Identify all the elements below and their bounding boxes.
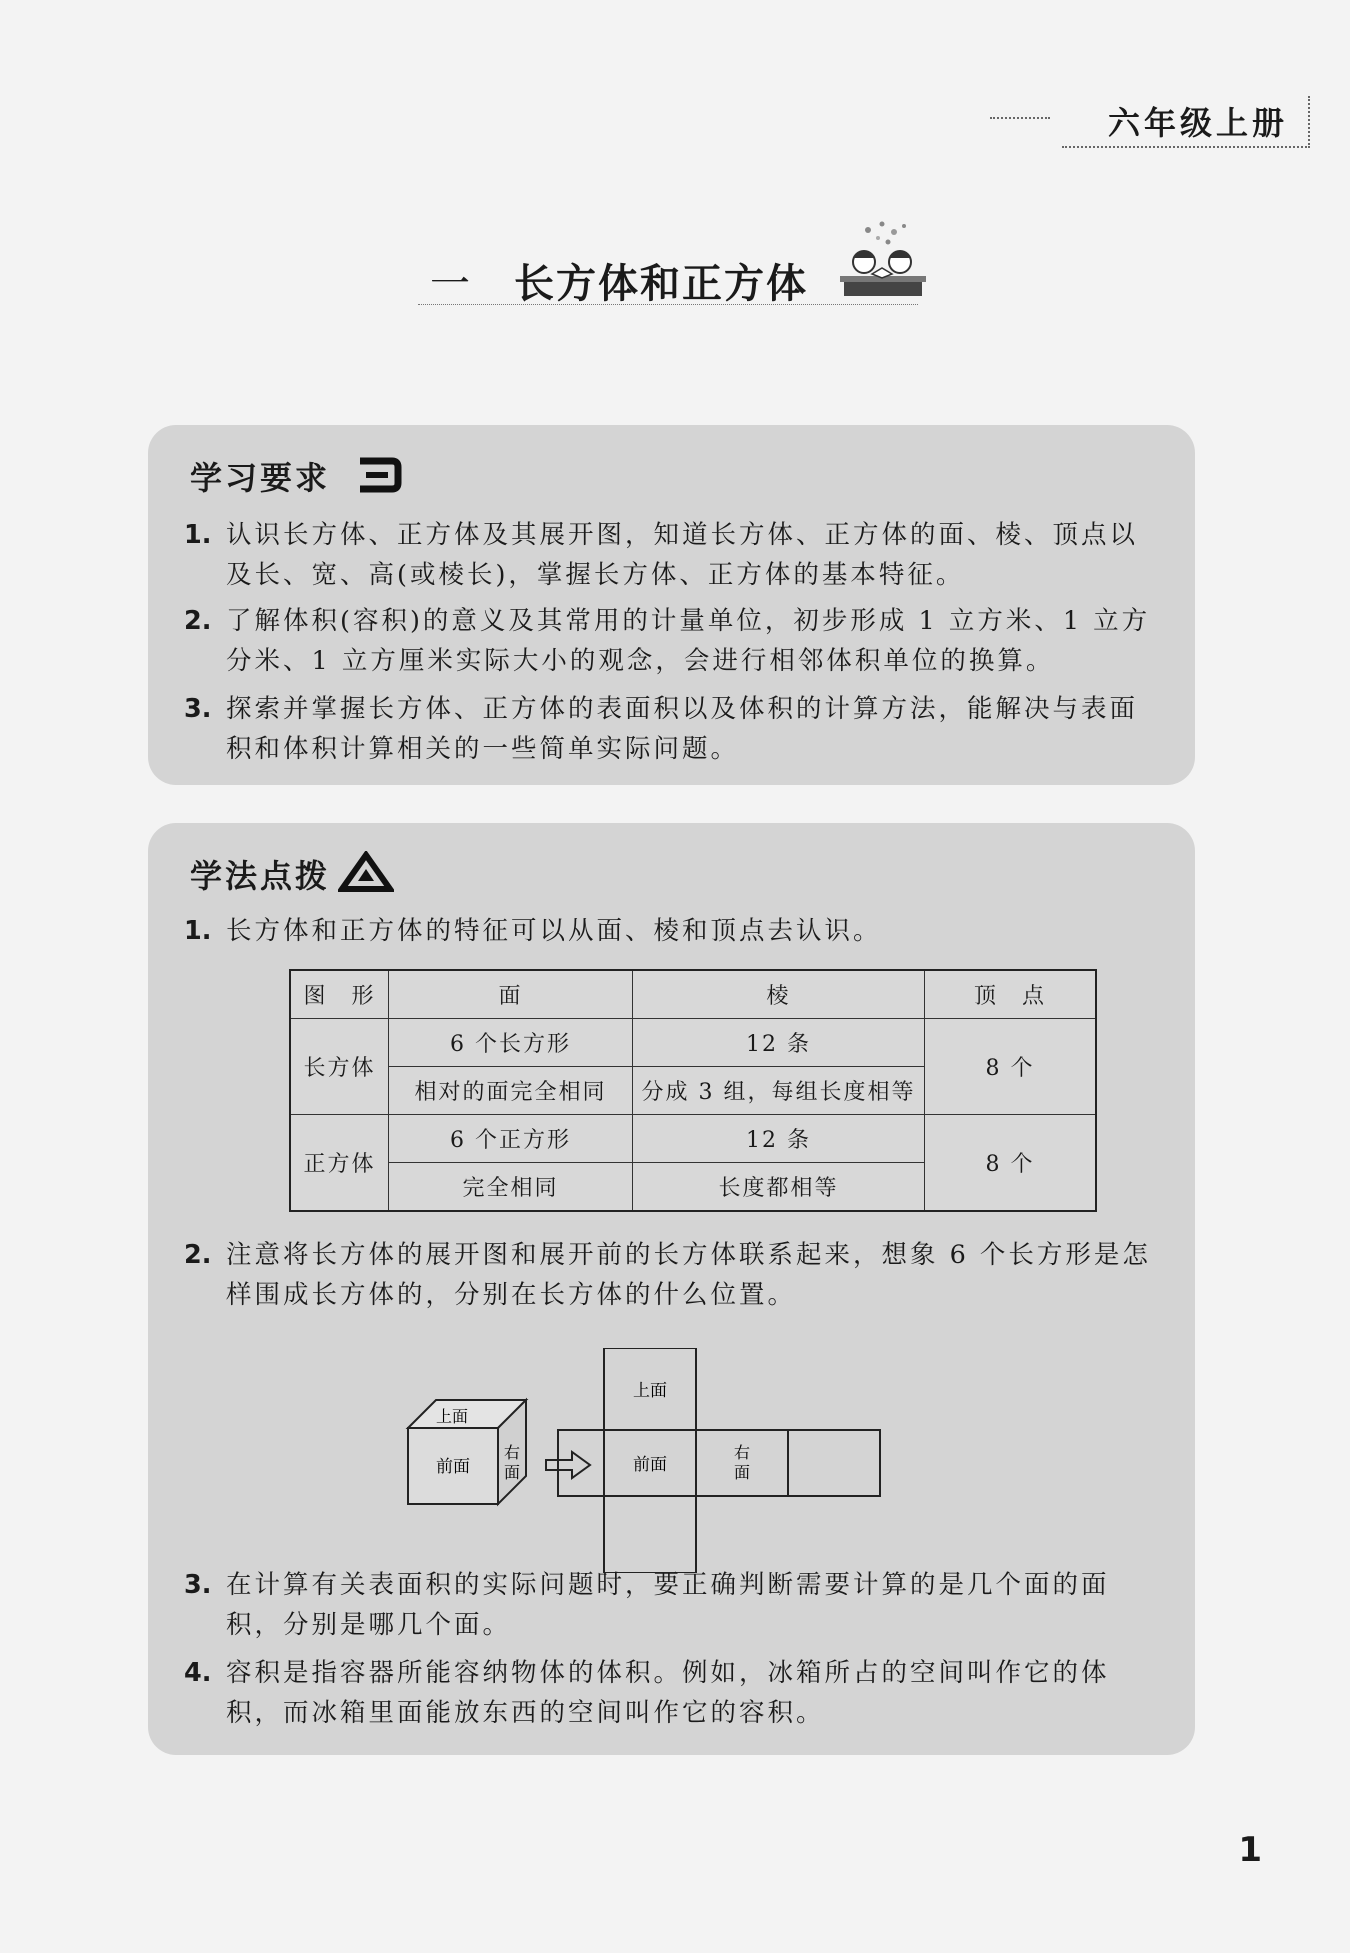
- requirements-heading: 学习要求: [190, 459, 331, 497]
- requirement-item: 3. 探索并掌握长方体、正方体的表面积以及体积的计算方法，能解决与表面积和体积计算相关的一些简单实际问题。: [184, 694, 1139, 764]
- learning-requirements-panel: [148, 425, 1195, 785]
- net-right-label-2: 面: [733, 1463, 751, 1482]
- table-cell: 分成 3 组，每组长度相等: [633, 1067, 925, 1115]
- header-dotted-line: [990, 117, 1050, 119]
- box-front-label: 前面: [436, 1457, 470, 1477]
- table-header: 图 形: [290, 970, 389, 1019]
- net-figure: [558, 1348, 880, 1573]
- table-cell: 6 个长方形: [389, 1019, 633, 1067]
- chapter-title: [430, 252, 808, 309]
- box-top-label: 上面: [435, 1407, 469, 1426]
- table-cell: 12 条: [633, 1115, 925, 1163]
- table-cell: 完全相同: [389, 1163, 633, 1212]
- method-item: 3. 在计算有关表面积的实际问题时，要正确判断需要计算的是几个面的面积，分别是哪几个面。: [184, 1570, 1110, 1640]
- method-item: 4. 容积是指容器所能容纳物体的体积。例如，冰箱所占的空间叫作它的体积，而冰箱里面能放东西的空间叫作它的容积。: [184, 1658, 1110, 1728]
- box-right-label-1: 右: [503, 1443, 521, 1462]
- table-row: [290, 1115, 1096, 1163]
- learning-methods-panel: [148, 823, 1195, 1755]
- method-item: 1. 长方体和正方体的特征可以从面、棱和顶点去认识。: [184, 916, 882, 946]
- table-cell: 长度都相等: [633, 1163, 925, 1212]
- shape-name-cell: 正方体: [290, 1115, 389, 1212]
- table-header: 棱: [633, 970, 925, 1019]
- table-header: 顶 点: [925, 970, 1097, 1019]
- arrow-bracket-icon: [356, 455, 402, 495]
- methods-heading: 学法点拨: [190, 857, 331, 895]
- table-cell: 8 个: [925, 1019, 1097, 1115]
- requirement-item: 2. 了解体积(容积)的意义及其常用的计量单位，初步形成 1 立方米、1 立方分米、1 立方厘米实际大小的观念，会进行相邻体积单位的换算。: [184, 606, 1151, 676]
- grade-label: 六年级上册: [1107, 104, 1288, 142]
- cuboid-net-diagram: [378, 1348, 1098, 1573]
- box-right-label-2: 面: [503, 1463, 521, 1482]
- shape-name-cell: 长方体: [290, 1019, 389, 1115]
- right-arrow-icon: [546, 1452, 590, 1478]
- chapter-name: 长方体和正方体: [514, 260, 808, 307]
- net-top-label: 上面: [633, 1381, 667, 1401]
- kids-reading-icon: [838, 218, 928, 308]
- chapter-number: 一: [430, 261, 472, 307]
- requirement-item: 1. 认识长方体、正方体及其展开图，知道长方体、正方体的面、棱、顶点以及长、宽、高(或棱长)，掌握长方体、正方体的基本特征。: [184, 520, 1139, 590]
- table-cell: 相对的面完全相同: [389, 1067, 633, 1115]
- table-header: 面: [389, 970, 633, 1019]
- net-right-label-1: 右: [733, 1443, 751, 1462]
- triangle-ruler-icon: [338, 851, 394, 895]
- table-header-row: [290, 970, 1096, 1019]
- table-cell: 12 条: [633, 1019, 925, 1067]
- page-number: 1: [1238, 1830, 1262, 1870]
- features-table: [289, 969, 1097, 1212]
- table-cell: 6 个正方形: [389, 1115, 633, 1163]
- table-cell: 8 个: [925, 1115, 1097, 1212]
- net-front-label: 前面: [633, 1455, 667, 1475]
- table-row: [290, 1019, 1096, 1067]
- method-item: 2. 注意将长方体的展开图和展开前的长方体联系起来，想象 6 个长方形是怎样围成长方体的，分别在长方体的什么位置。: [184, 1240, 1151, 1310]
